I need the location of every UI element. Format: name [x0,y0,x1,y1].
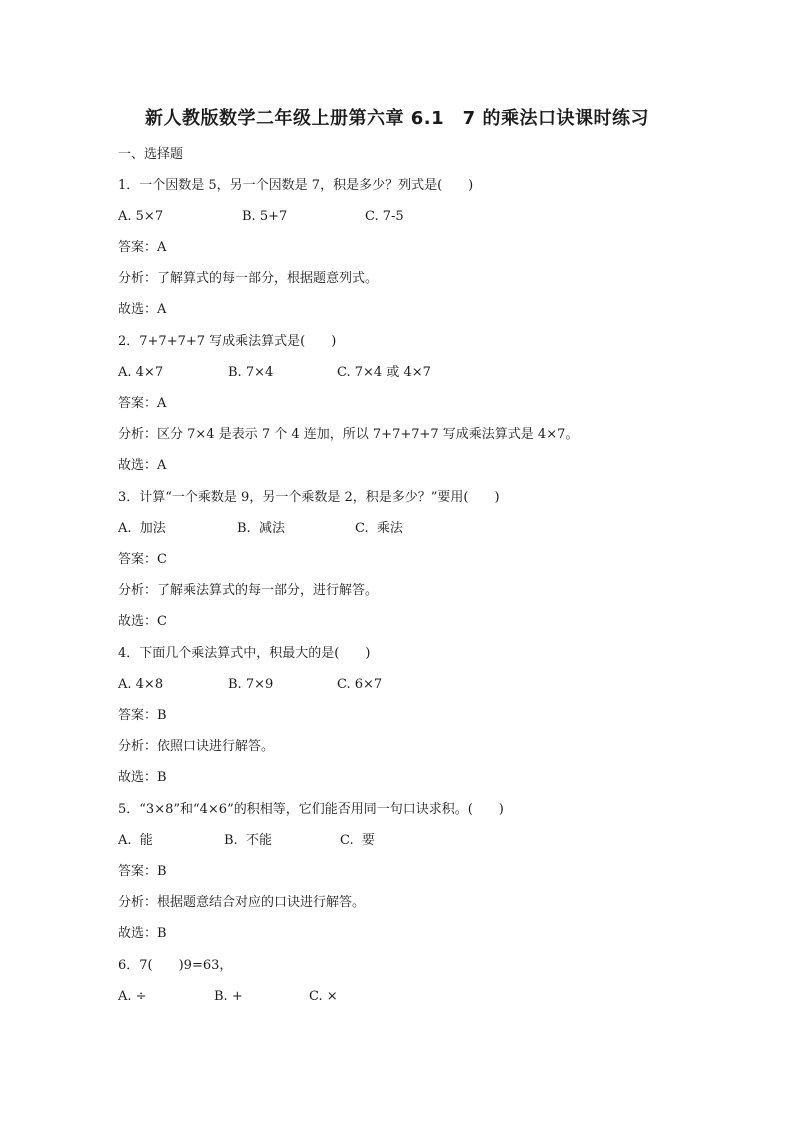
option-c: C. 6×7 [337,677,383,692]
question-5-answer: 答案：B [118,864,167,879]
option-a: A. 4×7 [118,365,164,380]
question-4-analysis: 分析：依照口诀进行解答。 [118,739,275,754]
option-b: B. 不能 [224,833,272,848]
question-3-answer: 答案：C [118,552,167,567]
question-1-choice: 故选：A [118,302,167,317]
question-2-stem: 2．7+7+7+7 写成乘法算式是( ) [118,334,337,349]
option-b: B. 5+7 [242,209,288,224]
question-1-analysis: 分析：了解算式的每一部分，根据题意列式。 [118,271,379,286]
question-2-analysis: 分析：区分 7×4 是表示 7 个 4 连加，所以 7+7+7+7 写成乘法算式是 4×7。 [118,427,579,442]
question-1-answer: 答案：A [118,240,167,255]
question-3-stem: 3．计算“一个乘数是 9，另一个乘数是 2，积是多少？”要用( ) [118,490,500,505]
option-c: C. 7-5 [365,209,404,224]
question-5-stem: 5．“3×8”和“4×6”的积相等，它们能否用同一句口诀求积。( ) [118,802,504,817]
option-a: A. 加法 [118,521,166,536]
option-b: B. 减法 [237,521,285,536]
option-a: A. 能 [118,833,153,848]
option-b: B. 7×4 [228,365,274,380]
question-1-stem: 1．一个因数是 5，另一个因数是 7，积是多少？列式是( ) [118,178,474,193]
option-c: C. 乘法 [355,521,403,536]
option-a: A. 4×8 [118,677,164,692]
question-2-answer: 答案：A [118,396,167,411]
page-title: 新人教版数学二年级上册第六章 6.1 7 的乘法口诀课时练习 [145,108,649,129]
option-c: C. × [309,989,338,1004]
question-3-analysis: 分析：了解乘法算式的每一部分，进行解答。 [118,583,379,598]
section-heading: 一、选择题 [118,147,184,162]
question-4-choice: 故选：B [118,770,167,785]
option-b: B. 7×9 [228,677,274,692]
question-5-analysis: 分析：根据题意结合对应的口诀进行解答。 [118,895,366,910]
question-2-choice: 故选：A [118,458,167,473]
option-a: A. ÷ [118,989,147,1004]
option-c: C. 要 [340,833,375,848]
question-6-stem: 6．7( )9=63， [118,958,233,973]
question-5-choice: 故选：B [118,926,167,941]
option-b: B. + [214,989,243,1004]
option-c: C. 7×4 或 4×7 [337,365,431,380]
question-4-stem: 4．下面几个乘法算式中，积最大的是( ) [118,646,371,661]
option-a: A. 5×7 [118,209,164,224]
question-4-answer: 答案：B [118,708,167,723]
question-3-choice: 故选：C [118,614,167,629]
